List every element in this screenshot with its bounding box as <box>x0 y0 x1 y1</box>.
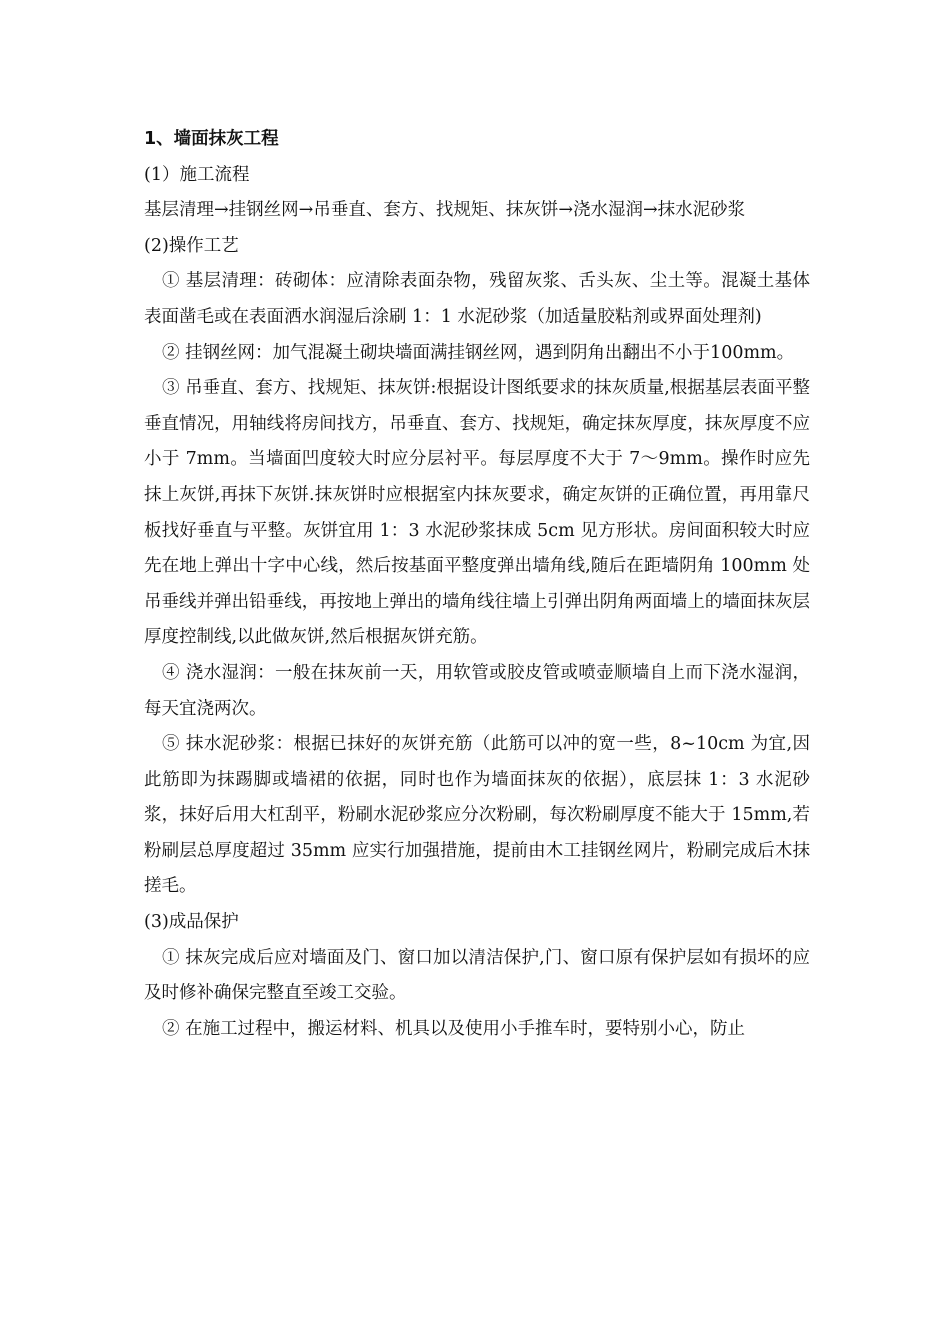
process-item-1: ① 基层清理：砖砌体：应清除表面杂物，残留灰浆、舌头灰、尘土等。混凝土基体表面凿毛或在表面洒水润湿后涂刷 1：1 水泥砂浆（加适量胶粘剂或界面处理剂) <box>144 271 810 327</box>
subsection-title-process: (2)操作工艺 <box>144 235 239 256</box>
document-body <box>144 122 810 1047</box>
protection-item-1: ① 抹灰完成后应对墙面及门、窗口加以清洁保护,门、窗口原有保护层如有损坏的应及时修补确保完整直至竣工交验。 <box>144 947 810 1004</box>
subsection-title-flow: (1）施工流程 <box>144 164 250 185</box>
section-heading: 1、墙面抹灰工程 <box>144 129 279 149</box>
flow-paragraph: 基层清理→挂钢丝网→吊垂直、套方、找规矩、抹灰饼→浇水湿润→抹水泥砂浆 <box>144 200 746 221</box>
subsection-title-protection: (3)成品保护 <box>144 912 239 933</box>
process-item-4: ④ 浇水湿润：一般在抹灰前一天，用软管或胶皮管或喷壶顺墙自上而下浇水湿润，每天宜浇两次。 <box>144 662 810 719</box>
process-item-2: ② 挂钢丝网：加气混凝土砌块墙面满挂钢丝网，遇到阴角出翻出不小于100mm。 <box>162 342 795 363</box>
process-item-5: ⑤ 抹水泥砂浆：根据已抹好的灰饼充筋（此筋可以冲的宽一些，8~10cm 为宜,因此筋即为抹踢脚或墙裙的依据，同时也作为墙面抹灰的依据），底层抹 1：3 水泥砂浆，抹好后用大杠刮平，粉刷水泥砂浆应分次粉刷，每次粉刷厚度不能大于 15mm,若粉刷层总厚度超过 35mm 应实行加强措施，提前由木工挂钢丝网片，粉刷完成后木抹搓毛。 <box>144 734 810 897</box>
protection-item-2: ② 在施工过程中，搬运材料、机具以及使用小手推车时，要特别小心，防止 <box>162 1018 746 1039</box>
process-item-3: ③ 吊垂直、套方、找规矩、抹灰饼:根据设计图纸要求的抹灰质量,根据基层表面平整垂直情况，用轴线将房间找方，吊垂直、套方、找规矩，确定抹灰厚度，抹灰厚度不应小于 7mm。当墙面凹度较大时应分层衬平。每层厚度不大于 7～9mm。操作时应先抹上灰饼,再抹下灰饼.抹灰饼时应根据室内抹灰要求，确定灰饼的正确位置，再用靠尺板找好垂直与平整。灰饼宜用 1：3 水泥砂浆抹成 5cm 见方形状。房间面积较大时应先在地上弹出十字中心线，然后按基面平整度弹出墙角线,随后在距墙阴角 100mm 处吊垂线并弹出铅垂线，再按地上弹出的墙角线往墙上引弹出阴角两面墙上的墙面抹灰层厚度控制线,以此做灰饼,然后根据灰饼充筋。 <box>144 378 810 648</box>
